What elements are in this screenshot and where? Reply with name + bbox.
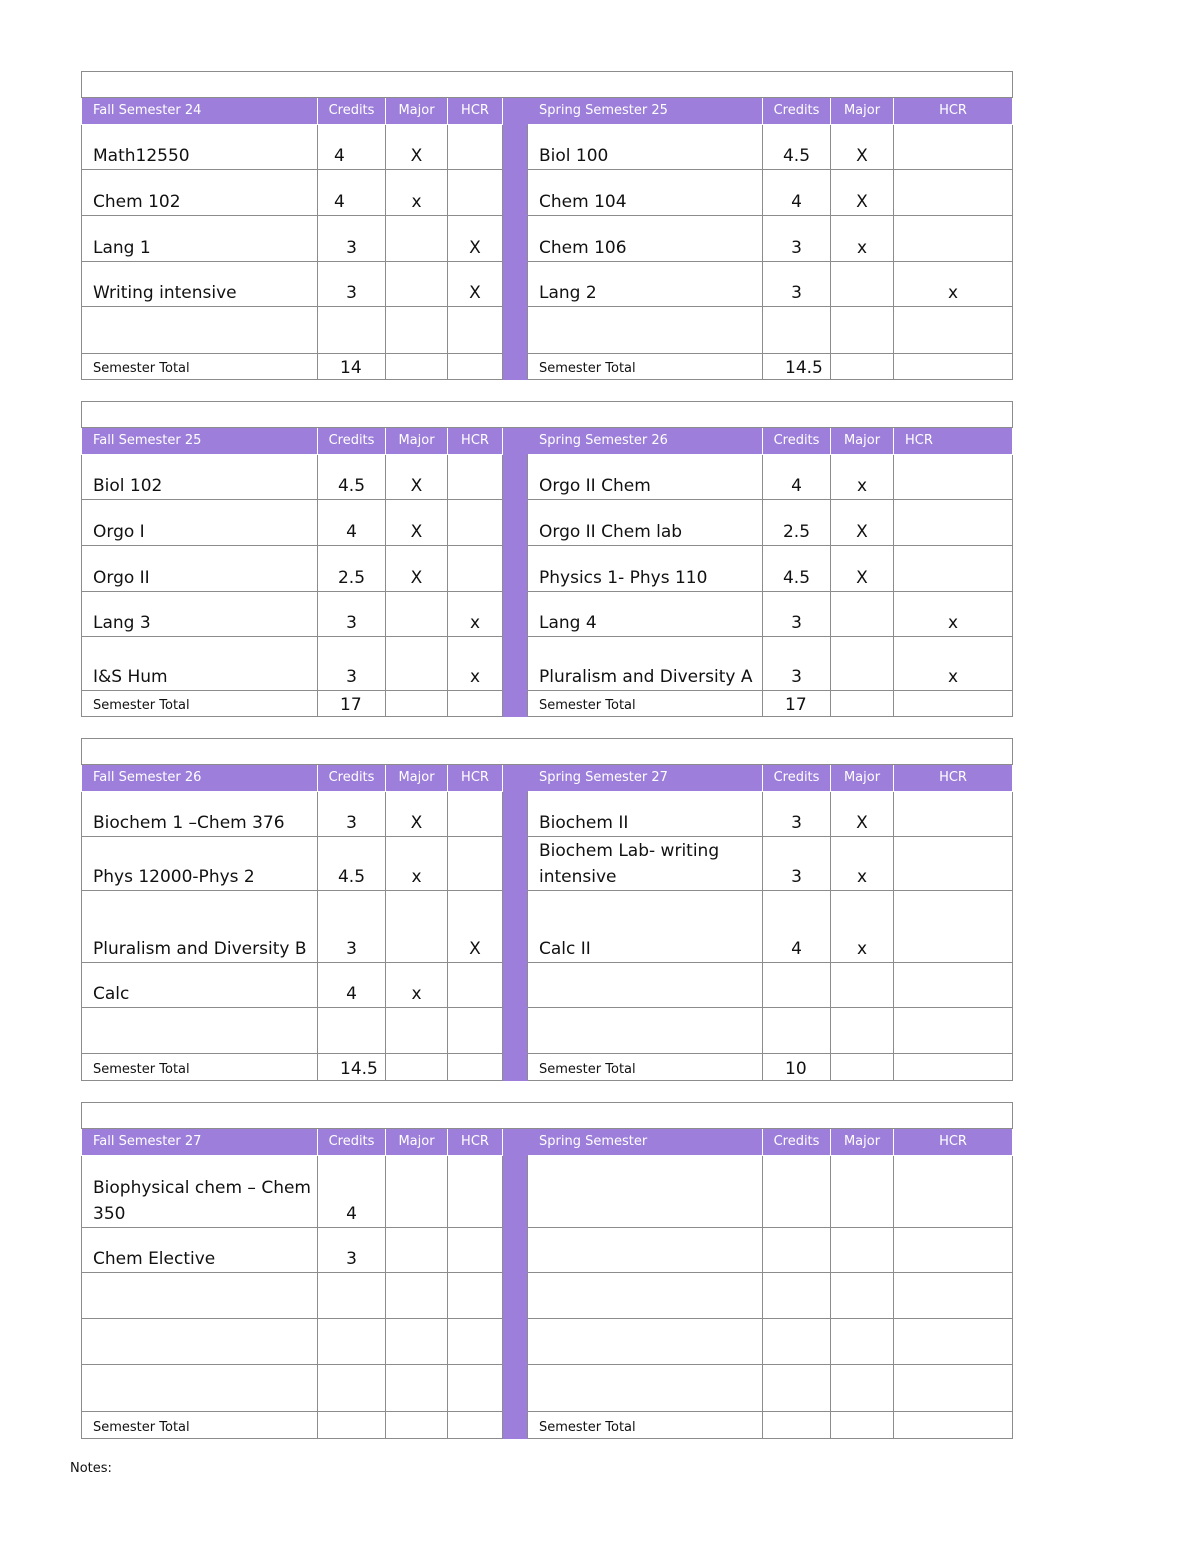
table-row xyxy=(82,455,1013,500)
table-row xyxy=(82,170,1013,216)
course-credits: 3 xyxy=(763,592,831,637)
course-hcr xyxy=(894,891,1013,963)
semester-total-label: Semester Total xyxy=(82,1054,318,1081)
course-credits: 4.5 xyxy=(763,125,831,170)
column-separator xyxy=(503,216,528,262)
course-major xyxy=(386,1319,448,1365)
table-row xyxy=(82,837,1013,891)
course-hcr xyxy=(894,1008,1013,1054)
course-major xyxy=(831,307,894,354)
column-separator xyxy=(503,98,528,125)
column-separator xyxy=(503,837,528,891)
course-credits xyxy=(763,1008,831,1054)
course-credits: 3 xyxy=(763,262,831,307)
course-hcr xyxy=(894,170,1013,216)
credits-header: Credits xyxy=(318,765,386,792)
course-name: Biol 102 xyxy=(82,455,318,500)
course-credits: 4.5 xyxy=(318,837,386,891)
course-name: Phys 12000-Phys 2 xyxy=(82,837,318,891)
table-row xyxy=(82,963,1013,1008)
column-separator xyxy=(503,546,528,592)
table-row xyxy=(82,1319,1013,1365)
course-credits xyxy=(318,1319,386,1365)
course-credits xyxy=(763,1156,831,1228)
course-credits: 4 xyxy=(318,170,386,216)
semester-total-label: Semester Total xyxy=(82,1412,318,1439)
semester-total-label: Semester Total xyxy=(528,354,763,380)
course-major: X xyxy=(831,500,894,546)
column-separator xyxy=(503,1129,528,1156)
column-separator xyxy=(503,1412,528,1439)
course-major xyxy=(386,1228,448,1273)
course-name: Orgo I xyxy=(82,500,318,546)
course-name xyxy=(82,1319,318,1365)
course-major xyxy=(386,216,448,262)
course-hcr: x xyxy=(894,637,1013,691)
credits-header: Credits xyxy=(763,428,831,455)
semester-table xyxy=(81,738,1013,1081)
course-credits: 3 xyxy=(318,216,386,262)
column-separator xyxy=(503,170,528,216)
column-separator xyxy=(503,1319,528,1365)
table-row xyxy=(82,216,1013,262)
course-hcr xyxy=(894,125,1013,170)
column-separator xyxy=(503,354,528,380)
column-separator xyxy=(503,428,528,455)
course-name: Biochem 1 –Chem 376 xyxy=(82,792,318,837)
course-credits: 4 xyxy=(318,500,386,546)
course-hcr xyxy=(894,837,1013,891)
course-major xyxy=(386,891,448,963)
course-major xyxy=(386,307,448,354)
column-separator xyxy=(503,1008,528,1054)
column-separator xyxy=(503,1365,528,1412)
course-hcr xyxy=(448,1156,503,1228)
course-major: X xyxy=(386,500,448,546)
year-block xyxy=(81,71,1012,380)
course-name: Biochem II xyxy=(528,792,763,837)
course-major xyxy=(831,1273,894,1319)
course-credits xyxy=(763,307,831,354)
column-separator xyxy=(503,500,528,546)
course-credits xyxy=(763,1273,831,1319)
course-credits: 4 xyxy=(318,963,386,1008)
course-credits: 3 xyxy=(318,891,386,963)
course-hcr: x xyxy=(448,637,503,691)
course-major: x xyxy=(831,837,894,891)
empty-cell xyxy=(894,691,1013,717)
course-name: Lang 2 xyxy=(528,262,763,307)
year-label-cell xyxy=(82,72,1013,98)
course-hcr xyxy=(448,837,503,891)
table-row xyxy=(82,637,1013,691)
table-row xyxy=(82,307,1013,354)
course-name: Calc xyxy=(82,963,318,1008)
course-hcr xyxy=(894,455,1013,500)
course-major: X xyxy=(386,546,448,592)
course-name: Chem 102 xyxy=(82,170,318,216)
table-row xyxy=(82,891,1013,963)
empty-cell xyxy=(386,691,448,717)
major-header: Major xyxy=(386,765,448,792)
column-separator xyxy=(503,637,528,691)
empty-cell xyxy=(386,1412,448,1439)
major-header: Major xyxy=(831,765,894,792)
course-credits: 3 xyxy=(318,262,386,307)
column-separator xyxy=(503,125,528,170)
course-major xyxy=(831,1156,894,1228)
course-major: X xyxy=(831,170,894,216)
column-separator xyxy=(503,262,528,307)
table-row xyxy=(82,1008,1013,1054)
course-hcr: x xyxy=(894,592,1013,637)
semester-total-label: Semester Total xyxy=(528,691,763,717)
course-major xyxy=(386,262,448,307)
course-hcr xyxy=(894,1365,1013,1412)
course-name: Orgo II Chem lab xyxy=(528,500,763,546)
major-header: Major xyxy=(386,98,448,125)
course-name xyxy=(528,1365,763,1412)
course-hcr xyxy=(894,792,1013,837)
course-credits: 4 xyxy=(763,455,831,500)
course-name xyxy=(528,307,763,354)
course-major: X xyxy=(386,792,448,837)
course-major: X xyxy=(831,546,894,592)
course-name: Biol 100 xyxy=(528,125,763,170)
fall-semester-header: Fall Semester 27 xyxy=(82,1129,318,1156)
course-credits: 3 xyxy=(763,792,831,837)
course-hcr xyxy=(894,1156,1013,1228)
semester-total-label: Semester Total xyxy=(528,1412,763,1439)
course-hcr: X xyxy=(448,262,503,307)
column-separator xyxy=(503,1054,528,1081)
course-credits xyxy=(318,1365,386,1412)
semester-total-value xyxy=(318,1412,386,1439)
course-major xyxy=(831,592,894,637)
course-hcr xyxy=(448,1008,503,1054)
course-hcr: x xyxy=(448,592,503,637)
course-major xyxy=(831,262,894,307)
major-header: Major xyxy=(831,428,894,455)
major-header: Major xyxy=(386,1129,448,1156)
course-hcr xyxy=(448,792,503,837)
empty-cell xyxy=(448,691,503,717)
course-credits xyxy=(763,1319,831,1365)
year-label-cell xyxy=(82,1103,1013,1129)
credits-header: Credits xyxy=(318,1129,386,1156)
course-hcr xyxy=(448,1319,503,1365)
course-major xyxy=(831,1008,894,1054)
credits-header: Credits xyxy=(763,765,831,792)
course-hcr xyxy=(894,1319,1013,1365)
table-row xyxy=(82,546,1013,592)
major-header: Major xyxy=(831,1129,894,1156)
course-major xyxy=(386,592,448,637)
year-block xyxy=(81,1102,1012,1439)
column-separator xyxy=(503,1156,528,1228)
course-major: X xyxy=(386,455,448,500)
table-row xyxy=(82,262,1013,307)
course-credits xyxy=(763,963,831,1008)
course-credits: 4 xyxy=(318,1156,386,1228)
course-major xyxy=(831,1319,894,1365)
table-row xyxy=(82,1365,1013,1412)
course-major xyxy=(831,1228,894,1273)
hcr-header: HCR xyxy=(448,428,503,455)
column-separator xyxy=(503,1228,528,1273)
table-row xyxy=(82,1273,1013,1319)
empty-cell xyxy=(894,1054,1013,1081)
course-name: Physics 1- Phys 110 xyxy=(528,546,763,592)
hcr-header: HCR xyxy=(894,98,1013,125)
course-name xyxy=(528,1008,763,1054)
course-credits: 3 xyxy=(763,216,831,262)
semester-total-value xyxy=(763,1412,831,1439)
course-name xyxy=(528,1156,763,1228)
notes-label: Notes: xyxy=(70,1461,112,1476)
course-credits: 2.5 xyxy=(763,500,831,546)
course-hcr xyxy=(448,963,503,1008)
course-name: Writing intensive xyxy=(82,262,318,307)
course-major: x xyxy=(386,170,448,216)
column-separator xyxy=(503,765,528,792)
course-hcr: X xyxy=(448,891,503,963)
credits-header: Credits xyxy=(318,428,386,455)
course-name: Orgo II Chem xyxy=(528,455,763,500)
hcr-header: HCR xyxy=(448,98,503,125)
course-hcr xyxy=(448,546,503,592)
course-hcr xyxy=(448,307,503,354)
hcr-header: HCR xyxy=(448,1129,503,1156)
course-major: X xyxy=(831,792,894,837)
course-name xyxy=(528,1273,763,1319)
course-credits: 3 xyxy=(763,637,831,691)
course-hcr xyxy=(448,1228,503,1273)
hcr-header: HCR xyxy=(894,765,1013,792)
course-name xyxy=(82,1365,318,1412)
course-name: Calc II xyxy=(528,891,763,963)
course-major: X xyxy=(386,125,448,170)
course-name: Lang 3 xyxy=(82,592,318,637)
major-header: Major xyxy=(831,98,894,125)
fall-semester-header: Fall Semester 24 xyxy=(82,98,318,125)
table-row xyxy=(82,792,1013,837)
course-hcr xyxy=(894,216,1013,262)
semester-table xyxy=(81,71,1013,380)
semester-table xyxy=(81,401,1013,717)
course-hcr xyxy=(894,500,1013,546)
course-credits xyxy=(763,1365,831,1412)
credits-header: Credits xyxy=(763,98,831,125)
course-credits: 3 xyxy=(318,1228,386,1273)
course-credits: 3 xyxy=(763,837,831,891)
course-name: Biophysical chem – Chem 350 xyxy=(82,1156,318,1228)
course-hcr xyxy=(448,1273,503,1319)
course-hcr xyxy=(448,500,503,546)
course-credits xyxy=(318,1008,386,1054)
course-major: x xyxy=(386,963,448,1008)
course-credits: 4.5 xyxy=(763,546,831,592)
course-credits: 4 xyxy=(318,125,386,170)
year-label-cell xyxy=(82,402,1013,428)
course-hcr xyxy=(894,307,1013,354)
course-major: x xyxy=(831,891,894,963)
course-name xyxy=(528,1319,763,1365)
hcr-header: HCR xyxy=(448,765,503,792)
course-major xyxy=(386,1008,448,1054)
course-hcr: X xyxy=(448,216,503,262)
course-name: Orgo II xyxy=(82,546,318,592)
course-hcr xyxy=(894,1228,1013,1273)
column-separator xyxy=(503,307,528,354)
spring-semester-header: Spring Semester xyxy=(528,1129,763,1156)
table-row xyxy=(82,500,1013,546)
course-hcr xyxy=(894,546,1013,592)
empty-cell xyxy=(831,1412,894,1439)
course-name: Pluralism and Diversity A xyxy=(528,637,763,691)
course-name: Lang 1 xyxy=(82,216,318,262)
course-name xyxy=(82,307,318,354)
course-hcr: x xyxy=(894,262,1013,307)
semester-total-value: 17 xyxy=(763,691,831,717)
major-header: Major xyxy=(386,428,448,455)
course-credits xyxy=(318,307,386,354)
empty-cell xyxy=(448,354,503,380)
course-major: X xyxy=(831,125,894,170)
course-hcr xyxy=(448,125,503,170)
course-hcr xyxy=(448,455,503,500)
course-major xyxy=(386,1156,448,1228)
semester-total-value: 14.5 xyxy=(318,1054,386,1081)
course-major: x xyxy=(386,837,448,891)
empty-cell xyxy=(894,354,1013,380)
spring-semester-header: Spring Semester 27 xyxy=(528,765,763,792)
fall-semester-header: Fall Semester 25 xyxy=(82,428,318,455)
course-major xyxy=(831,1365,894,1412)
year-block xyxy=(81,738,1012,1081)
credits-header: Credits xyxy=(318,98,386,125)
semester-total-value: 14.5 xyxy=(763,354,831,380)
course-hcr xyxy=(448,1365,503,1412)
table-row xyxy=(82,125,1013,170)
empty-cell xyxy=(386,354,448,380)
course-name: Biochem Lab- writing intensive xyxy=(528,837,763,891)
credits-header: Credits xyxy=(763,1129,831,1156)
course-major xyxy=(831,637,894,691)
semester-total-value: 10 xyxy=(763,1054,831,1081)
semester-table xyxy=(81,1102,1013,1439)
course-hcr xyxy=(448,170,503,216)
course-hcr xyxy=(894,963,1013,1008)
course-major: x xyxy=(831,216,894,262)
course-major xyxy=(386,1273,448,1319)
course-credits: 4 xyxy=(763,891,831,963)
empty-cell xyxy=(894,1412,1013,1439)
course-major xyxy=(831,963,894,1008)
table-row xyxy=(82,1156,1013,1228)
semester-total-label: Semester Total xyxy=(82,354,318,380)
year-block xyxy=(81,401,1012,717)
course-credits: 3 xyxy=(318,592,386,637)
column-separator xyxy=(503,792,528,837)
empty-cell xyxy=(831,354,894,380)
course-credits: 2.5 xyxy=(318,546,386,592)
empty-cell xyxy=(831,1054,894,1081)
course-credits: 3 xyxy=(318,792,386,837)
spring-semester-header: Spring Semester 25 xyxy=(528,98,763,125)
course-credits xyxy=(763,1228,831,1273)
course-name: I&S Hum xyxy=(82,637,318,691)
course-name: Chem 106 xyxy=(528,216,763,262)
column-separator xyxy=(503,691,528,717)
semester-total-label: Semester Total xyxy=(528,1054,763,1081)
course-credits: 4 xyxy=(763,170,831,216)
column-separator xyxy=(503,592,528,637)
course-name: Pluralism and Diversity B xyxy=(82,891,318,963)
empty-cell xyxy=(386,1054,448,1081)
year-label-cell xyxy=(82,739,1013,765)
course-hcr xyxy=(894,1273,1013,1319)
empty-cell xyxy=(448,1054,503,1081)
course-major xyxy=(386,637,448,691)
column-separator xyxy=(503,1273,528,1319)
course-credits xyxy=(318,1273,386,1319)
course-name: Math12550 xyxy=(82,125,318,170)
course-major xyxy=(386,1365,448,1412)
course-name: Lang 4 xyxy=(528,592,763,637)
hcr-header: HCR xyxy=(894,1129,1013,1156)
course-credits: 3 xyxy=(318,637,386,691)
fall-semester-header: Fall Semester 26 xyxy=(82,765,318,792)
empty-cell xyxy=(831,691,894,717)
course-name xyxy=(528,1228,763,1273)
column-separator xyxy=(503,455,528,500)
course-name: Chem 104 xyxy=(528,170,763,216)
course-name xyxy=(82,1273,318,1319)
column-separator xyxy=(503,963,528,1008)
spring-semester-header: Spring Semester 26 xyxy=(528,428,763,455)
hcr-header: HCR xyxy=(894,428,1013,455)
course-name: Chem Elective xyxy=(82,1228,318,1273)
course-name xyxy=(82,1008,318,1054)
semester-total-value: 14 xyxy=(318,354,386,380)
semester-total-label: Semester Total xyxy=(82,691,318,717)
course-name xyxy=(528,963,763,1008)
course-credits: 4.5 xyxy=(318,455,386,500)
table-row xyxy=(82,1228,1013,1273)
table-row xyxy=(82,592,1013,637)
semester-total-value: 17 xyxy=(318,691,386,717)
column-separator xyxy=(503,891,528,963)
course-major: x xyxy=(831,455,894,500)
empty-cell xyxy=(448,1412,503,1439)
